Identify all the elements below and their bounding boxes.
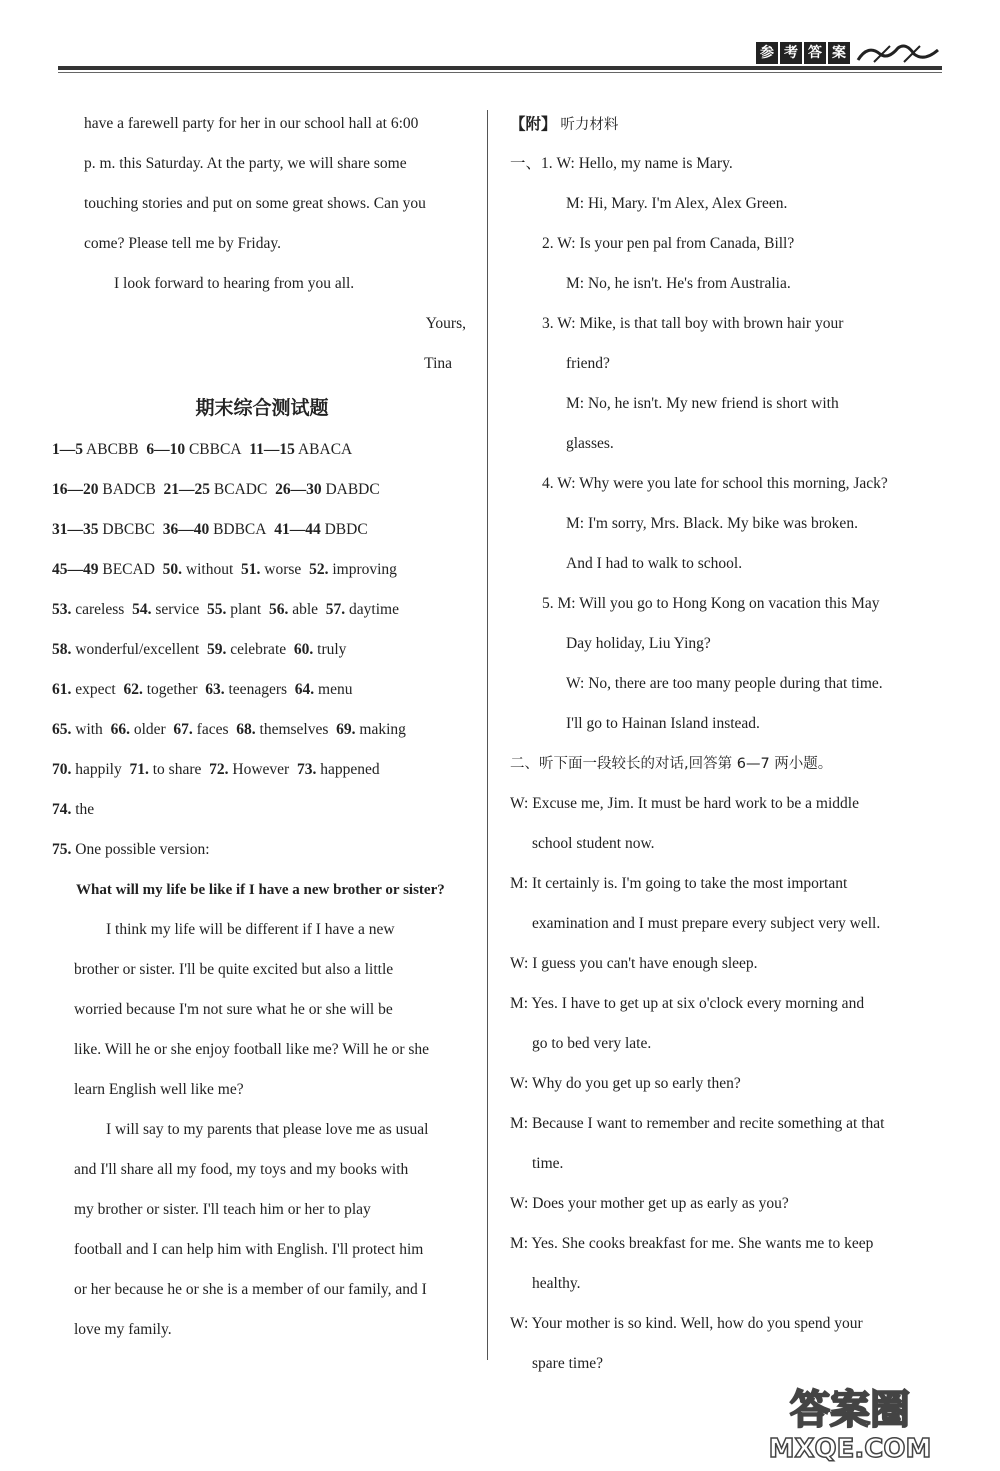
essay-line: learn English well like me? xyxy=(74,1081,244,1098)
transcript-line: time. xyxy=(532,1155,564,1172)
header-rule-thin xyxy=(58,72,942,73)
answer-number: 64. xyxy=(294,681,315,698)
answer-value: BECAD xyxy=(102,561,155,578)
transcript-line: M: Because I want to remember and recite something at that xyxy=(510,1115,885,1132)
answer-number: 1—5 xyxy=(52,441,83,458)
answer-number: 58. xyxy=(52,641,72,658)
answer-number: 36—40 xyxy=(162,521,210,538)
transcript-line: healthy. xyxy=(532,1275,581,1292)
answer-number: 63. xyxy=(205,681,225,698)
transcript-line: M: Hi, Mary. I'm Alex, Alex Green. xyxy=(566,195,788,212)
answer-value: ABACA xyxy=(297,441,353,458)
header-rule xyxy=(58,66,942,70)
answer-number: 62. xyxy=(123,681,143,698)
answer-value: happily xyxy=(75,761,122,778)
answer-number: 67. xyxy=(173,721,193,738)
transcript-line: M: No, he isn't. My new friend is short with xyxy=(566,395,839,412)
transcript-line: 一、1. W: Hello, my name is Mary. xyxy=(510,155,733,172)
transcript-line: examination and I must prepare every subject very well. xyxy=(532,915,881,932)
answer-value: plant xyxy=(230,601,262,618)
answer-number: 55. xyxy=(206,601,227,618)
transcript-line: glasses. xyxy=(566,435,614,452)
essay-line: love my family. xyxy=(74,1321,172,1338)
header-label-char: 参 xyxy=(756,42,778,64)
answer-value: BADCB xyxy=(102,481,156,498)
appendix-bracket: 【附】 xyxy=(510,115,557,133)
answer-number: 66. xyxy=(110,721,130,738)
transcript-line: W: Why do you get up so early then? xyxy=(510,1075,741,1092)
transcript-line: W: I guess you can't have enough sleep. xyxy=(510,955,758,972)
answer-value: together xyxy=(146,681,198,698)
answer-value: daytime xyxy=(349,601,399,618)
answer-value: BCADC xyxy=(213,481,268,498)
answer-value: with xyxy=(75,721,103,738)
transcript-line: school student now. xyxy=(532,835,655,852)
letter-line: have a farewell party for her in our school hall at 6:00 xyxy=(84,115,419,132)
answer-value: service xyxy=(155,601,200,618)
answer-number: 45—49 xyxy=(52,561,99,578)
answer-number: 57. xyxy=(325,601,346,618)
answer-value: happened xyxy=(320,761,380,778)
answer-number: 74. xyxy=(52,801,72,818)
essay-line: worried because I'm not sure what he or she will be xyxy=(74,1001,393,1018)
transcript-line: Day holiday, Liu Ying? xyxy=(566,635,711,652)
answer-number: 65. xyxy=(52,721,72,738)
answer-row xyxy=(52,670,472,710)
answer-value: faces xyxy=(196,721,229,738)
brand-logo-icon xyxy=(854,40,942,66)
watermark-bottom-text: MXQE.COM xyxy=(768,1434,932,1463)
essay-line: like. Will he or she enjoy football like me? Will he or she xyxy=(74,1041,430,1058)
answer-value: to share xyxy=(152,761,202,778)
answer-number: 61. xyxy=(52,681,72,698)
answer-value: worse xyxy=(264,561,302,578)
header-label-char: 考 xyxy=(780,42,802,64)
answer-number: 59. xyxy=(206,641,227,658)
transcript-line: M: No, he isn't. He's from Australia. xyxy=(566,275,791,292)
answer-row xyxy=(52,830,472,870)
answer-number: 54. xyxy=(132,601,152,618)
answer-key xyxy=(52,430,472,870)
answer-row xyxy=(52,750,472,790)
answer-value: without xyxy=(185,561,234,578)
answer-number: 70. xyxy=(52,761,72,778)
answer-row xyxy=(52,710,472,750)
answer-number: 41—44 xyxy=(274,521,321,538)
header-section-label xyxy=(756,42,850,64)
answer-number: 21—25 xyxy=(163,481,211,498)
essay-line: brother or sister. I'll be quite excited but also a little xyxy=(74,961,394,978)
section-title: 期末综合测试题 xyxy=(195,397,329,419)
answer-value: improving xyxy=(332,561,397,578)
transcript-line: 5. M: Will you go to Hong Kong on vacation this May xyxy=(542,595,880,612)
answer-number: 68. xyxy=(236,721,256,738)
essay-body xyxy=(52,910,472,1350)
answer-value: the xyxy=(75,801,95,818)
essay-line: and I'll share all my food, my toys and my books with xyxy=(74,1161,409,1178)
answer-value: DBDC xyxy=(324,521,368,538)
appendix-label: 听力材料 xyxy=(560,117,619,133)
letter-closing: I look forward to hearing from you all. xyxy=(114,275,355,292)
answer-value: CBBCA xyxy=(188,441,242,458)
answer-row xyxy=(52,550,472,590)
answer-value: teenagers xyxy=(228,681,288,698)
essay-line: my brother or sister. I'll teach him or her to play xyxy=(74,1201,371,1218)
answer-value: truly xyxy=(317,641,347,658)
answer-number: 50. xyxy=(162,561,183,578)
answer-row xyxy=(52,630,472,670)
answer-number: 31—35 xyxy=(52,521,99,538)
letter-line: p. m. this Saturday. At the party, we will share some xyxy=(84,155,407,172)
answer-value: able xyxy=(292,601,319,618)
transcript-line: M: It certainly is. I'm going to take the most important xyxy=(510,875,848,892)
answer-value: ABCBB xyxy=(86,441,139,458)
answer-value: DBCBC xyxy=(102,521,155,538)
answer-number: 56. xyxy=(268,601,289,618)
header-label-char: 案 xyxy=(828,42,850,64)
answer-row xyxy=(52,590,472,630)
answer-number: 72. xyxy=(209,761,229,778)
essay-line: I will say to my parents that please love me as usual xyxy=(106,1121,429,1138)
answer-value: careless xyxy=(75,601,125,618)
transcript-line: W: Your mother is so kind. Well, how do you spend your xyxy=(510,1315,863,1332)
transcript-line: W: Does your mother get up as early as you? xyxy=(510,1195,789,1212)
answer-number: 73. xyxy=(296,761,317,778)
answer-row xyxy=(52,470,472,510)
transcript-line: M: I'm sorry, Mrs. Black. My bike was broken. xyxy=(566,515,858,532)
answer-value: making xyxy=(359,721,406,738)
answer-row xyxy=(52,790,472,830)
transcript-line: W: No, there are too many people during that time. xyxy=(566,675,883,692)
column-divider xyxy=(487,110,488,1360)
answer-value: One possible version: xyxy=(75,841,210,858)
watermark-logo xyxy=(720,1381,980,1463)
answer-number: 60. xyxy=(293,641,314,658)
essay-title: What will my life be like if I have a new brother or sister? xyxy=(76,882,445,898)
answer-number: 69. xyxy=(336,721,356,738)
letter-line: come? Please tell me by Friday. xyxy=(84,235,281,252)
transcript-line: And I had to walk to school. xyxy=(566,555,743,572)
transcript-line: 3. W: Mike, is that tall boy with brown hair your xyxy=(542,315,844,332)
answer-value: celebrate xyxy=(230,641,287,658)
appendix-heading xyxy=(510,104,935,144)
answer-number: 6—10 xyxy=(146,441,186,458)
letter-sign-name: Tina xyxy=(424,355,452,372)
answer-value: DABDC xyxy=(325,481,380,498)
letter-sign-yours: Yours, xyxy=(425,315,466,332)
answer-value: expect xyxy=(75,681,116,698)
answer-row xyxy=(52,510,472,550)
answer-number: 11—15 xyxy=(249,441,295,458)
transcript-line: 4. W: Why were you late for school this morning, Jack? xyxy=(542,475,888,492)
answer-value: older xyxy=(133,721,166,738)
essay-line: I think my life will be different if I have a new xyxy=(106,921,395,938)
answer-number: 71. xyxy=(129,761,149,778)
header-label-char: 答 xyxy=(804,42,826,64)
answer-number: 26—30 xyxy=(275,481,322,498)
answer-number: 51. xyxy=(241,561,261,578)
answer-value: wonderful/excellent xyxy=(75,641,200,658)
answer-number: 16—20 xyxy=(52,481,99,498)
essay-line: football and I can help him with English. I'll protect him xyxy=(74,1241,424,1258)
letter-line: touching stories and put on some great shows. Can you xyxy=(84,195,426,212)
transcript-line: M: Yes. She cooks breakfast for me. She wants me to keep xyxy=(510,1235,874,1252)
transcript-line: go to bed very late. xyxy=(532,1035,652,1052)
transcript-line: M: Yes. I have to get up at six o'clock every morning and xyxy=(510,995,865,1012)
answer-value: However xyxy=(232,761,290,778)
answer-row xyxy=(52,430,472,470)
answer-value: menu xyxy=(318,681,353,698)
answer-number: 53. xyxy=(52,601,72,618)
transcript-line: 二、听下面一段较长的对话,回答第 6—7 两小题。 xyxy=(510,756,833,772)
transcript-line: spare time? xyxy=(532,1355,604,1372)
listening-transcript xyxy=(510,144,935,1384)
right-column xyxy=(510,104,935,1384)
answer-value: BDBCA xyxy=(213,521,267,538)
transcript-line: W: Excuse me, Jim. It must be hard work to be a middle xyxy=(510,795,859,812)
answer-number: 52. xyxy=(309,561,329,578)
transcript-line: I'll go to Hainan Island instead. xyxy=(566,715,760,732)
left-column xyxy=(52,104,472,1350)
essay-line: or her because he or she is a member of our family, and I xyxy=(74,1281,427,1298)
answer-value: themselves xyxy=(259,721,329,738)
watermark-top-text: 答案圈 xyxy=(790,1387,910,1433)
transcript-line: friend? xyxy=(566,355,610,372)
transcript-line: 2. W: Is your pen pal from Canada, Bill? xyxy=(542,235,795,252)
answer-number: 75. xyxy=(52,841,72,858)
